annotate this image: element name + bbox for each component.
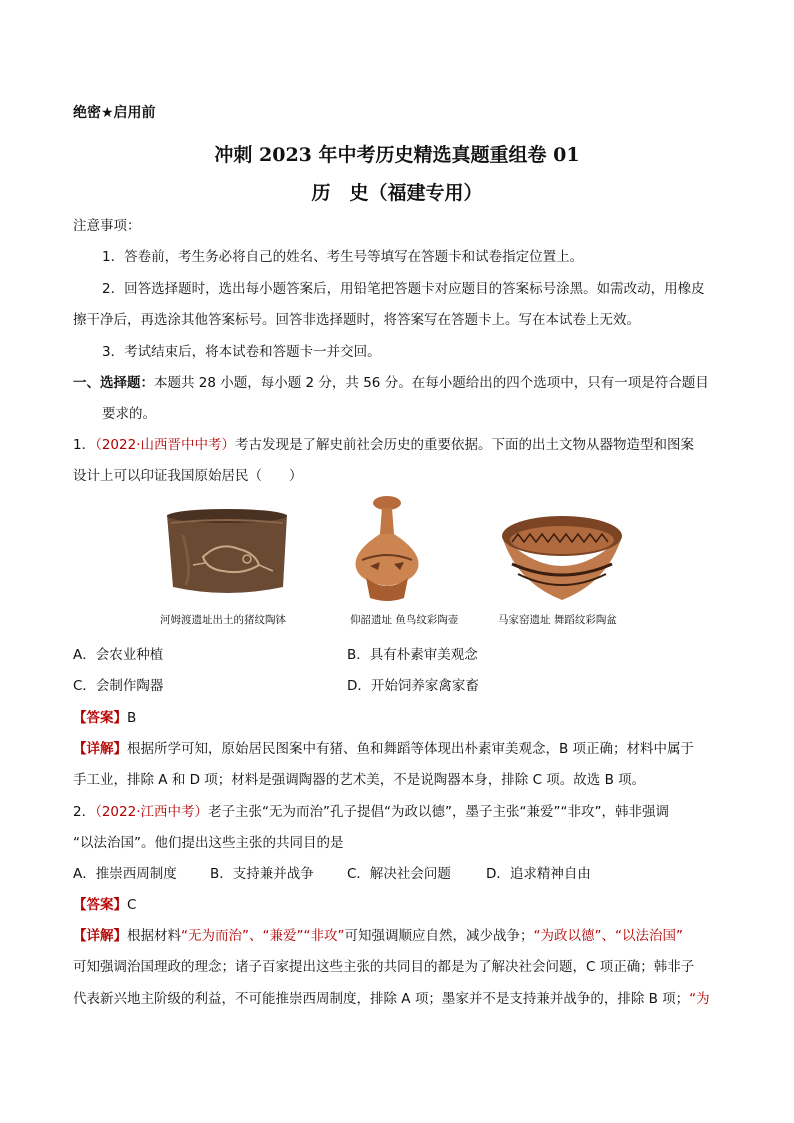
q1-caption-1: 河姆渡遗址出土的猪纹陶钵 xyxy=(160,614,286,626)
exam-title: 冲刺 2023 年中考历史精选真题重组卷 01 xyxy=(214,144,580,166)
q1-caption-3: 马家窑遗址 舞蹈纹彩陶盆 xyxy=(498,614,617,626)
notice-item-2-line2: 擦干净后，再选涂其他答案标号。回答非选择题时，将答案写在答题卡上。写在本试卷上无效。 xyxy=(73,312,640,328)
pig-pattern-bowl-image xyxy=(163,505,291,605)
section-1-instructions: 本题共 28 小题，每小题 2 分，共 56 分。在每小题给出的四个选项中，只有一项是符合题目 xyxy=(154,375,709,391)
q2-detail-line2: 可知强调治国理政的理念；诸子百家提出这些主张的共同目的都是为了解决社会问题，C 项正确；韩非子 xyxy=(73,959,695,975)
section-1-heading xyxy=(73,373,709,393)
exam-subtitle: 历 史（福建专用） xyxy=(311,182,483,204)
q2-detail-line3 xyxy=(73,989,710,1009)
q1-source: （2022·山西晋中中考） xyxy=(95,437,235,453)
notice-item-3: 3．考试结束后，将本试卷和答题卡一并交回。 xyxy=(102,344,381,360)
q2-answer-value: C xyxy=(127,897,137,913)
q1-option-d: D．开始饲养家禽家畜 xyxy=(347,678,479,694)
q1-option-c: C．会制作陶器 xyxy=(73,678,164,694)
q2-answer xyxy=(73,895,136,915)
notice-item-2-line1: 2．回答选择题时，选出每小题答案后，用铅笔把答题卡对应题目的答案标号涂黑。如需改动，用橡皮 xyxy=(102,281,705,297)
q1-number: 1． xyxy=(73,437,96,453)
q2-source: （2022·江西中考） xyxy=(95,804,208,820)
notice-heading: 注意事项： xyxy=(73,218,141,234)
q2-detail-label: 【详解】 xyxy=(73,928,127,944)
q2-option-a: A．推崇西周制度 xyxy=(73,866,177,882)
q2-stem-line1 xyxy=(73,802,669,822)
q2-detail-quote-2: “为政以德”、“以法治国” xyxy=(533,928,683,944)
confidential-label: 绝密★启用前 xyxy=(73,105,156,121)
q2-detail-line1 xyxy=(73,926,683,946)
q1-detail-label: 【详解】 xyxy=(73,741,127,757)
section-1-instructions-line2: 要求的。 xyxy=(102,406,156,422)
q2-option-b: B．支持兼并战争 xyxy=(210,866,314,882)
q1-option-a: A．会农业种植 xyxy=(73,647,164,663)
q2-stem-text: 老子主张“无为而治”孔子提倡“为政以德”，墨子主张“兼爱”“非攻”，韩非强调 xyxy=(208,804,669,820)
q1-stem-line1 xyxy=(73,435,694,455)
q1-answer-label: 【答案】 xyxy=(73,710,127,726)
q2-detail-line3-quote: “为 xyxy=(689,991,710,1007)
q2-detail-text-a: 根据材料 xyxy=(127,928,181,944)
q2-answer-label: 【答案】 xyxy=(73,897,127,913)
q2-stem-line2: “以法治国”。他们提出这些主张的共同目的是 xyxy=(73,835,344,851)
q2-option-c: C．解决社会问题 xyxy=(347,866,451,882)
fish-bird-pottery-pot-image xyxy=(350,494,424,606)
q2-detail-quote-1: “无为而治”、“兼爱”“非攻” xyxy=(181,928,345,944)
section-1-prefix: 一、选择题： xyxy=(73,375,154,391)
dancing-pattern-basin-image xyxy=(498,512,626,604)
q1-detail-line2: 手工业，排除 A 和 D 项；材料是强调陶器的艺术美，不是说陶器本身，排除 C 项。故选 B 项。 xyxy=(73,772,646,788)
q1-stem-line2: 设计上可以印证我国原始居民（ ） xyxy=(73,468,303,484)
q1-detail-text: 根据所学可知，原始居民图案中有猪、鱼和舞蹈等体现出朴素审美观念，B 项正确；材料中属于 xyxy=(127,741,695,757)
q2-number: 2． xyxy=(73,804,96,820)
notice-item-1: 1．答卷前，考生务必将自己的姓名、考生号等填写在答题卡和试卷指定位置上。 xyxy=(102,249,584,265)
q1-answer xyxy=(73,708,136,728)
q1-option-b: B．具有朴素审美观念 xyxy=(347,647,478,663)
q1-stem-text: 考古发现是了解史前社会历史的重要依据。下面的出土文物从器物造型和图案 xyxy=(235,437,694,453)
q2-option-d: D．追求精神自由 xyxy=(486,866,591,882)
q1-caption-2: 仰韶遗址 鱼鸟纹彩陶壶 xyxy=(350,614,459,626)
q2-detail-line3-text: 代表新兴地主阶级的利益，不可能推崇西周制度，排除 A 项；墨家并不是支持兼并战争的，排除 B 项； xyxy=(73,991,690,1007)
q1-answer-value: B xyxy=(127,710,137,726)
q2-detail-text-b: 可知强调顺应自然，减少战争； xyxy=(344,928,534,944)
q1-detail-line1 xyxy=(73,739,694,759)
